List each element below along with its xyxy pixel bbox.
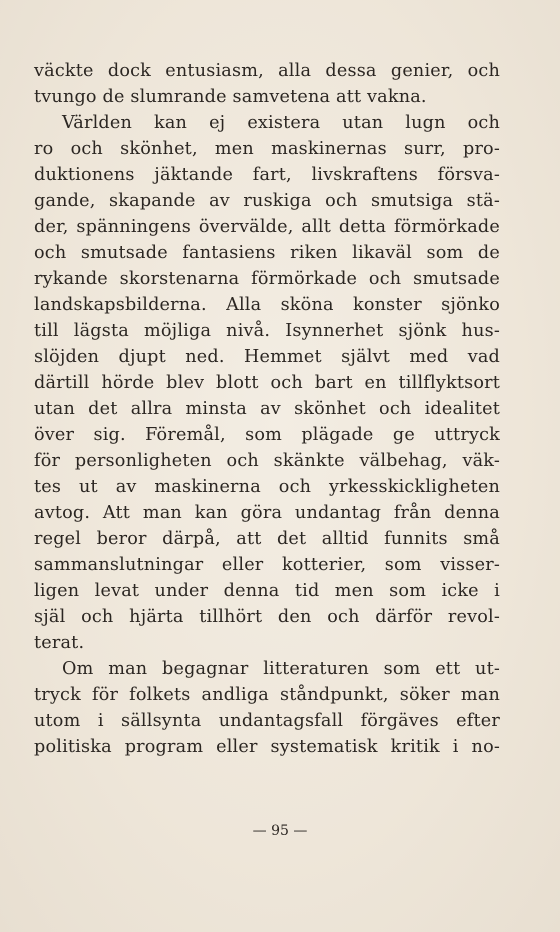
text-line: Om man begagnar litteraturen som ett ut- <box>62 659 500 679</box>
text-line: och smutsade fantasiens riken likaväl som de <box>34 243 500 263</box>
text-line: landskapsbilderna. Alla sköna konster sjönko <box>34 295 500 315</box>
text-line: utom i sällsynta undantagsfall förgäves efter <box>34 711 500 731</box>
text-line: politiska program eller systematisk kritik i no- <box>34 737 500 757</box>
text-line: Världen kan ej existera utan lugn och <box>62 113 500 133</box>
text-line: slöjden djupt ned. Hemmet självt med vad <box>34 347 500 367</box>
text-line: utan det allra minsta av skönhet och idealitet <box>34 399 500 419</box>
text-line: för personligheten och skänkte välbehag, väk- <box>34 451 500 471</box>
text-line: över sig. Föremål, som plägade ge uttryck <box>34 425 500 445</box>
text-line: sammanslutningar eller kotterier, som visser- <box>34 555 500 575</box>
paragraph-3 <box>34 656 500 760</box>
text-line: avtog. Att man kan göra undantag från denna <box>34 503 500 523</box>
text-line: duktionens jäktande fart, livskraftens försva- <box>34 165 500 185</box>
text-line: till lägsta möjliga nivå. Isynnerhet sjönk hus- <box>34 321 500 341</box>
text-line: ro och skönhet, men maskinernas surr, pro- <box>34 139 500 159</box>
text-line: tes ut av maskinerna och yrkesskickligheten <box>34 477 500 497</box>
text-line: därtill hörde blev blott och bart en tillflyktsort <box>34 373 500 393</box>
text-line: själ och hjärta tillhört den och därför revol- <box>34 607 500 627</box>
text-line: terat. <box>34 633 85 653</box>
text-line: der, spänningens övervälde, allt detta förmörkade <box>34 217 500 237</box>
paragraph-1 <box>34 58 500 110</box>
paragraph-2 <box>34 110 500 656</box>
text-line: tryck för folkets andliga ståndpunkt, söker man <box>34 685 500 705</box>
text-line: regel beror därpå, att det alltid funnits små <box>34 529 500 549</box>
text-line: gande, skapande av ruskiga och smutsiga stä- <box>34 191 500 211</box>
page-number: — 95 — <box>252 823 308 839</box>
text-line: rykande skorstenarna förmörkade och smutsade <box>34 269 500 289</box>
text-line: tvungo de slumrande samvetena att vakna. <box>34 87 427 107</box>
text-line: väckte dock entusiasm, alla dessa genier, och <box>34 61 500 81</box>
text-line: ligen levat under denna tid men som icke i <box>34 581 500 601</box>
body-text <box>34 58 500 760</box>
